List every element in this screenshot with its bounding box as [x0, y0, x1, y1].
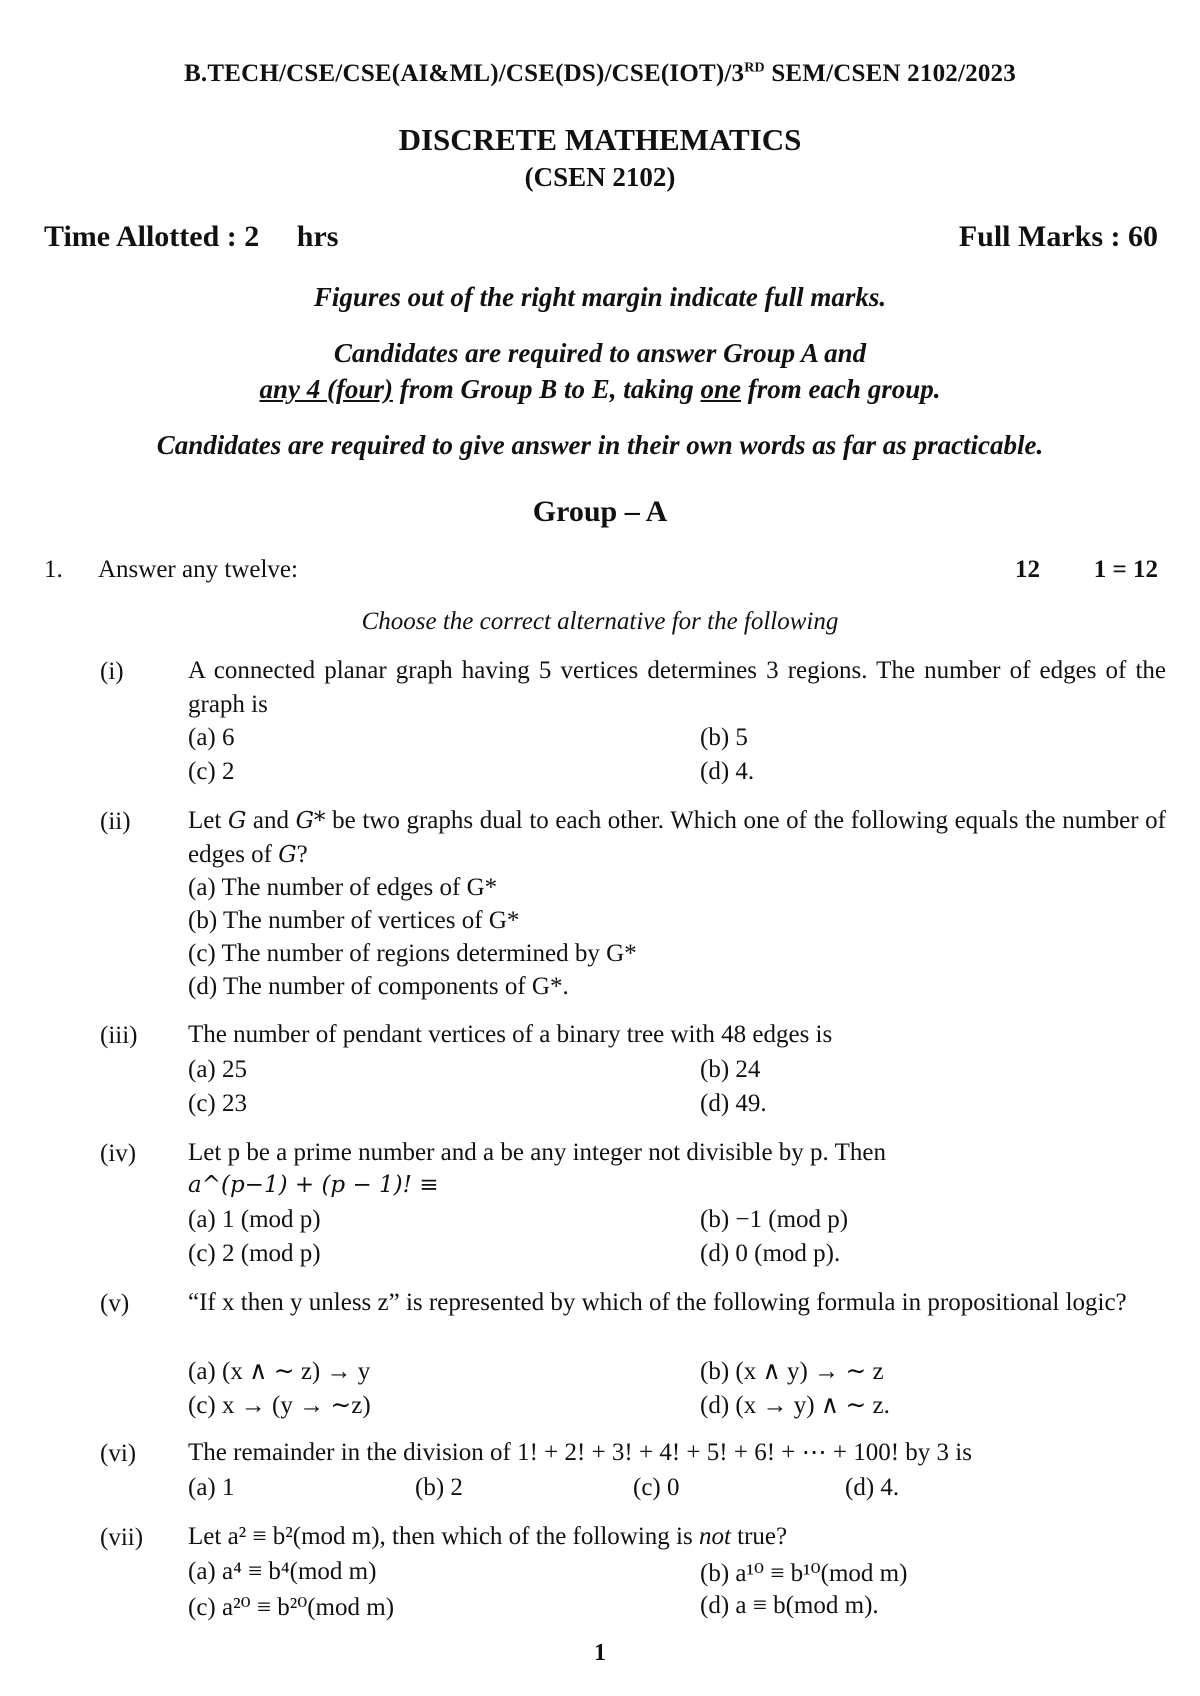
- question-formula: a^(p−1) + (p − 1)! ≡: [188, 1172, 439, 1198]
- marks-left: 12: [1015, 556, 1040, 583]
- option: (c) 23: [188, 1090, 247, 1117]
- option: (d) 4.: [845, 1474, 900, 1501]
- question-text: Let a² ≡ b²(mod m), then which of the following is not true?: [188, 1523, 788, 1550]
- option: (d) 49.: [700, 1090, 767, 1117]
- question-text: The number of pendant vertices of a binary tree with 48 edges is: [188, 1021, 833, 1048]
- question-text: Let G and G* be two graphs dual to each other. Which one of the following equals the number of edges of G?: [188, 807, 1166, 868]
- option: (a) 1 (mod p): [188, 1206, 321, 1233]
- option: (a) (x ∧ ∼ z) → y: [188, 1358, 371, 1385]
- semester-superscript: RD: [744, 60, 765, 76]
- question-label: (vii): [100, 1524, 144, 1551]
- course-code-tail: SEM/CSEN 2102/2023: [764, 60, 1016, 87]
- question-text: The remainder in the division of 1! + 2! + 3! + 4! + 5! + 6! + ⋯ + 100! by 3 is: [188, 1439, 972, 1466]
- option: (b) a¹⁰ ≡ b¹⁰(mod m): [700, 1560, 908, 1587]
- option: (c) The number of regions determined by G*: [188, 940, 637, 967]
- option: (d) 4.: [700, 758, 755, 785]
- question-label: (i): [100, 658, 124, 685]
- option: (a) 25: [188, 1056, 247, 1083]
- question-text: “If x then y unless z” is represented by which of the following formula in propositional logic?: [188, 1289, 1127, 1316]
- course-code: B.TECH/CSE/CSE(AI&ML)/CSE(DS)/CSE(IOT)/3: [184, 60, 745, 87]
- option: (b) 24: [700, 1056, 761, 1083]
- option: (b) 2: [415, 1474, 463, 1501]
- option: (c) 2: [188, 758, 235, 785]
- option: (c) a²⁰ ≡ b²⁰(mod m): [188, 1594, 395, 1621]
- option: (c) x → (y → ∼z): [188, 1392, 371, 1419]
- question-number: 1.: [44, 556, 63, 583]
- page-number: 1: [594, 1640, 606, 1666]
- instruction-groups-1: Candidates are required to answer Group A and: [333, 338, 867, 368]
- option: (a) The number of edges of G*: [188, 874, 498, 901]
- option: (b) (x ∧ y) → ∼ z: [700, 1358, 884, 1385]
- option: (d) (x → y) ∧ ∼ z.: [700, 1392, 890, 1419]
- question-label: (iv): [100, 1140, 137, 1167]
- question-prompt: Answer any twelve:: [98, 556, 298, 583]
- course-header: [0, 60, 1200, 88]
- option: (b) −1 (mod p): [700, 1206, 849, 1233]
- question-label: (v): [100, 1290, 130, 1317]
- option: (a) 6: [188, 724, 235, 751]
- full-marks: Full Marks : 60: [958, 220, 1158, 253]
- option: (d) 0 (mod p).: [700, 1240, 841, 1267]
- paper-code: (CSEN 2102): [524, 162, 676, 192]
- group-title: Group – A: [532, 495, 668, 528]
- instruction-marks: Figures out of the right margin indicate full marks.: [313, 282, 887, 312]
- time-allotted: Time Allotted : 2 hrs: [44, 220, 339, 253]
- question-label: (iii): [100, 1022, 138, 1049]
- option: (a) a⁴ ≡ b⁴(mod m): [188, 1558, 377, 1585]
- question-label: (ii): [100, 808, 131, 835]
- option: (c) 2 (mod p): [188, 1240, 321, 1267]
- paper-title: DISCRETE MATHEMATICS: [398, 122, 802, 157]
- question-text: A connected planar graph having 5 vertices determines 3 regions. The number of edges of the graph is: [188, 657, 1166, 718]
- instruction-groups-2: any 4 (four) from Group B to E, taking one from each group.: [259, 374, 941, 404]
- option: (c) 0: [633, 1474, 680, 1501]
- option: (a) 1: [188, 1474, 235, 1501]
- question-label: (vi): [100, 1440, 137, 1467]
- option: (d) a ≡ b(mod m).: [700, 1592, 879, 1619]
- option: (d) The number of components of G*.: [188, 973, 569, 1000]
- question-text: Let p be a prime number and a be any integer not divisible by p. Then: [188, 1139, 886, 1166]
- instruction-own-words: Candidates are required to give answer in their own words as far as practicable.: [156, 430, 1044, 460]
- marks-right: 1 = 12: [1093, 556, 1158, 583]
- option: (b) The number of vertices of G*: [188, 907, 520, 934]
- option: (b) 5: [700, 724, 748, 751]
- question-subprompt: Choose the correct alternative for the following: [361, 608, 839, 635]
